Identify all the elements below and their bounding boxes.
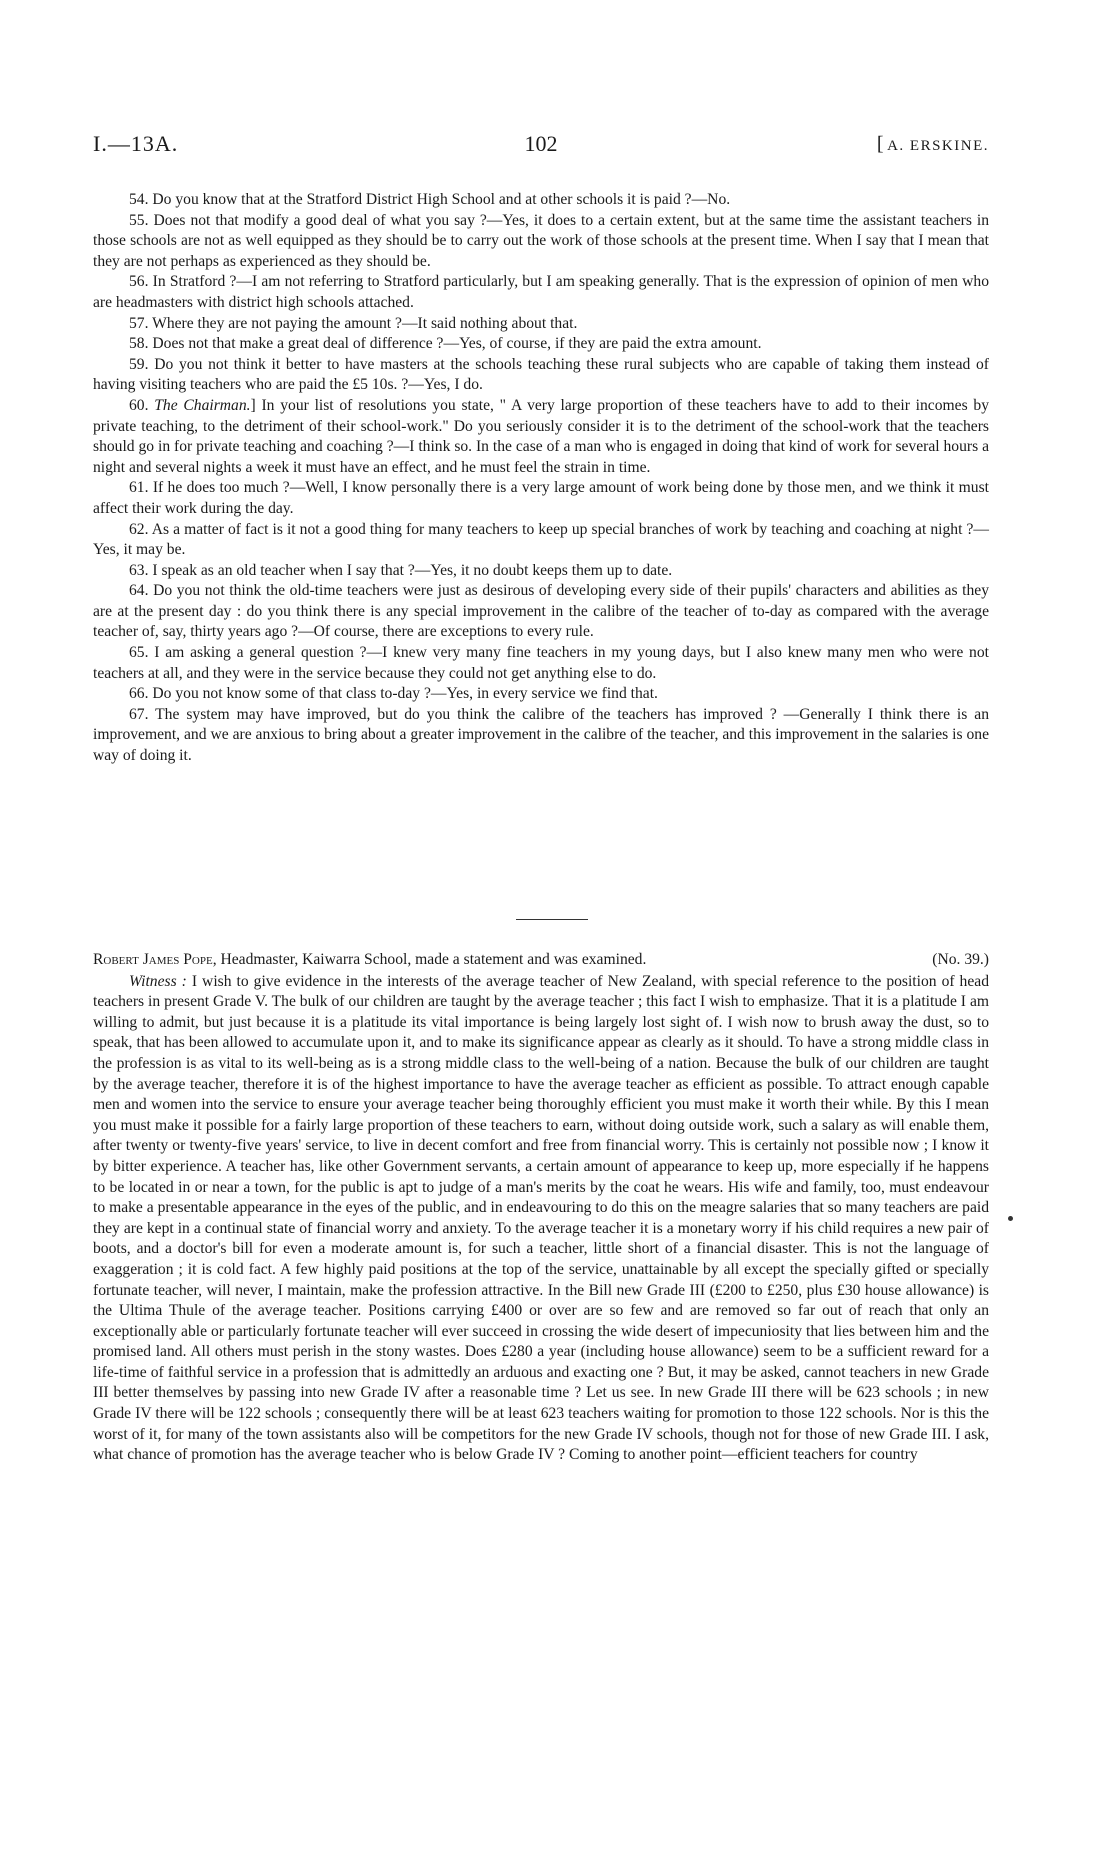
witness-running-head-text: A. ERSKINE.	[887, 138, 989, 154]
qa-item: 60. The Chairman.] In your list of resolutions you state, " A very large proportion of these teachers have to add to their incomes by private teaching, to the detriment of their school-work." Do you seriously consider it is to the detriment of the school-work that the teachers should go in for private teaching and coaching ?—I think so. In the case of a man who is engaged in doing that kind of work for several hours a night and several nights a week it must have an effect, and he must feel the strain in time.	[93, 396, 989, 476]
qa-item: 64. Do you not think the old-time teachers were just as desirous of developing every side of their pupils' characters and abilities as they are at the present day : do you think there is any special improvement in the calibre of the teacher of to-day as compared with the average teacher of, say, thirty years ago ?—Of course, there are exceptions to every rule.	[93, 582, 989, 641]
witness-name: Robert James Pope	[93, 951, 213, 968]
witness-statement	[93, 972, 989, 1466]
qa-item: 61. If he does too much ?—Well, I know personally there is a very large amount of work being done by those men, and we think it must affect their work during the day.	[93, 479, 989, 517]
witness-intro	[93, 950, 646, 971]
witness-running-head: [ A. ERSKINE.	[876, 133, 989, 155]
witness-intro-line	[93, 950, 989, 971]
question-answer-section	[93, 190, 989, 767]
witness-label: Witness :	[129, 972, 187, 990]
qa-item: 67. The system may have improved, but do you think the calibre of the teachers has improved ? —Generally I think there is an improvement, and we are anxious to bring about a greater improvement in the calibre of the teacher, and this improvement in the salaries is one way of doing it.	[93, 705, 989, 765]
witness-statement-section	[93, 950, 989, 1466]
qa-item: 59. Do you not think it better to have masters at the schools teaching these rural subjects who are capable of taking them instead of having visiting teachers who are paid the £5 10s. ?—Yes, I do.	[93, 355, 989, 394]
qa-item: 63. I speak as an old teacher when I say that ?—Yes, it no doubt keeps them up to date.	[129, 561, 673, 579]
page-header	[93, 131, 989, 161]
witness-statement-text: I wish to give evidence in the interests of the average teacher of New Zealand, with special reference to the position of head teachers in present Grade V. The bulk of our children are taught by the average teacher ; this fact I wish to emphasize. That it is a platitude I am willing to admit, but just because it is a platitude its vital importance is being largely lost sight of. I wish now to brush away the dust, so to speak, that has been allowed to accumulate upon it, and to make its significance appear as clearly as it should. To have a strong middle class in the profession is as vital to its well-being as is a strong middle class to the well-being of a nation. Because the bulk of our children are taught by the average teacher, therefore it is of the highest importance to have the average teacher as efficient as possible. To attract enough capable men and women into the service to ensure your average teacher being thoroughly efficient you must make it worth their while. By this I mean you must make it possible for a fairly large proportion of these teachers to earn, without doing outside work, such a salary as will enable them, after twenty or twenty-five years' service, to live in decent comfort and free from financial worry. This is certainly not possible now ; I know it by bitter experience. A teacher has, like other Government servants, a certain amount of appearance to keep up, more especially if he happens to be located in or near a town, for the public is apt to judge of a man's merits by the coat he wears. His wife and family, too, must endeavour to make a presentable appearance in the eyes of the public, and in endeavouring to do this on the meagre salaries that so many teachers are paid they are kept in a continual state of financial worry and anxiety. To the average teacher it is a monetary worry if his child requires a new pair of boots, and a doctor's bill for even a moderate amount is, for such a teacher, little short of a financial disaster. This is not the language of exaggeration ; it is cold fact. A few highly paid positions at the top of the service, unattainable by all except the specially gifted or specially fortunate teacher, will never, I maintain, make the profession attractive. In the Bill new Grade III (£200 to £250, plus £30 house allowance) is the Ultima Thule of the average teacher. Positions carrying £400 or over are so few and are removed so far out of reach that only an exceptionally able or particularly fortunate teacher will ever succeed in crossing the wide desert of impecuniosity that lies between him and the promised land. All others must perish in the stony wastes. Does £280 a year (including house allowance) seem to be a sufficient reward for a life-time of faithful service in a profession that is admittedly an arduous and exacting one ? But, it may be asked, cannot teachers in new Grade III better themselves by passing into new Grade IV after a reasonable time ? Let us see. In new Grade III there will be 623 schools ; in new Grade IV there will be 122 schools ; consequently there will be at least 623 teachers waiting for promotion to those 122 schools. Nor is this the worst of it, for many of the town assistants also will be competitors for the new Grade IV schools, though not for those of new Grade III. I ask, what chance of promotion has the average teacher who is below Grade IV ? Coming to another point—efficient teachers for country	[93, 972, 989, 1464]
qa-item: 58. Does not that make a great deal of difference ?—Yes, of course, if they are paid the extra amount.	[129, 335, 762, 353]
document-reference: I.—13A.	[93, 131, 179, 156]
qa-item: 54. Do you know that at the Stratford District High School and at other schools it is paid ?—No.	[129, 191, 731, 208]
witness-number: (No. 39.)	[932, 951, 989, 968]
margin-mark	[1008, 1216, 1013, 1221]
qa-item: 57. Where they are not paying the amount ?—It said nothing about that.	[129, 314, 578, 332]
qa-item: 62. As a matter of fact is it not a good thing for many teachers to keep up special branches of work by teaching and coaching at night ?—Yes, it may be.	[93, 520, 989, 559]
qa-item: 65. I am asking a general question ?—I knew very many fine teachers in my young days, but I also knew many men who were not teachers at all, and they were in the service because they could not get anything else to do.	[93, 644, 989, 682]
qa-item: 55. Does not that modify a good deal of what you say ?—Yes, it does to a certain extent, but at the same time the assistant teachers in those schools are not as well equipped as they should be to carry out the work of those schools at the present time. When I say that I mean that they are not perhaps as experienced as they should be.	[93, 211, 989, 270]
section-divider	[516, 919, 588, 920]
page-number: 102	[524, 131, 558, 156]
witness-role: , Headmaster, Kaiwarra School, made a statement and was examined.	[212, 951, 647, 968]
qa-item: 56. In Stratford ?—I am not referring to Stratford particularly, but I am speaking generally. That is the expression of opinion of men who are headmasters with district high schools attached.	[93, 273, 989, 311]
qa-item: 66. Do you not know some of that class to-day ?—Yes, in every service we find that.	[129, 685, 658, 703]
